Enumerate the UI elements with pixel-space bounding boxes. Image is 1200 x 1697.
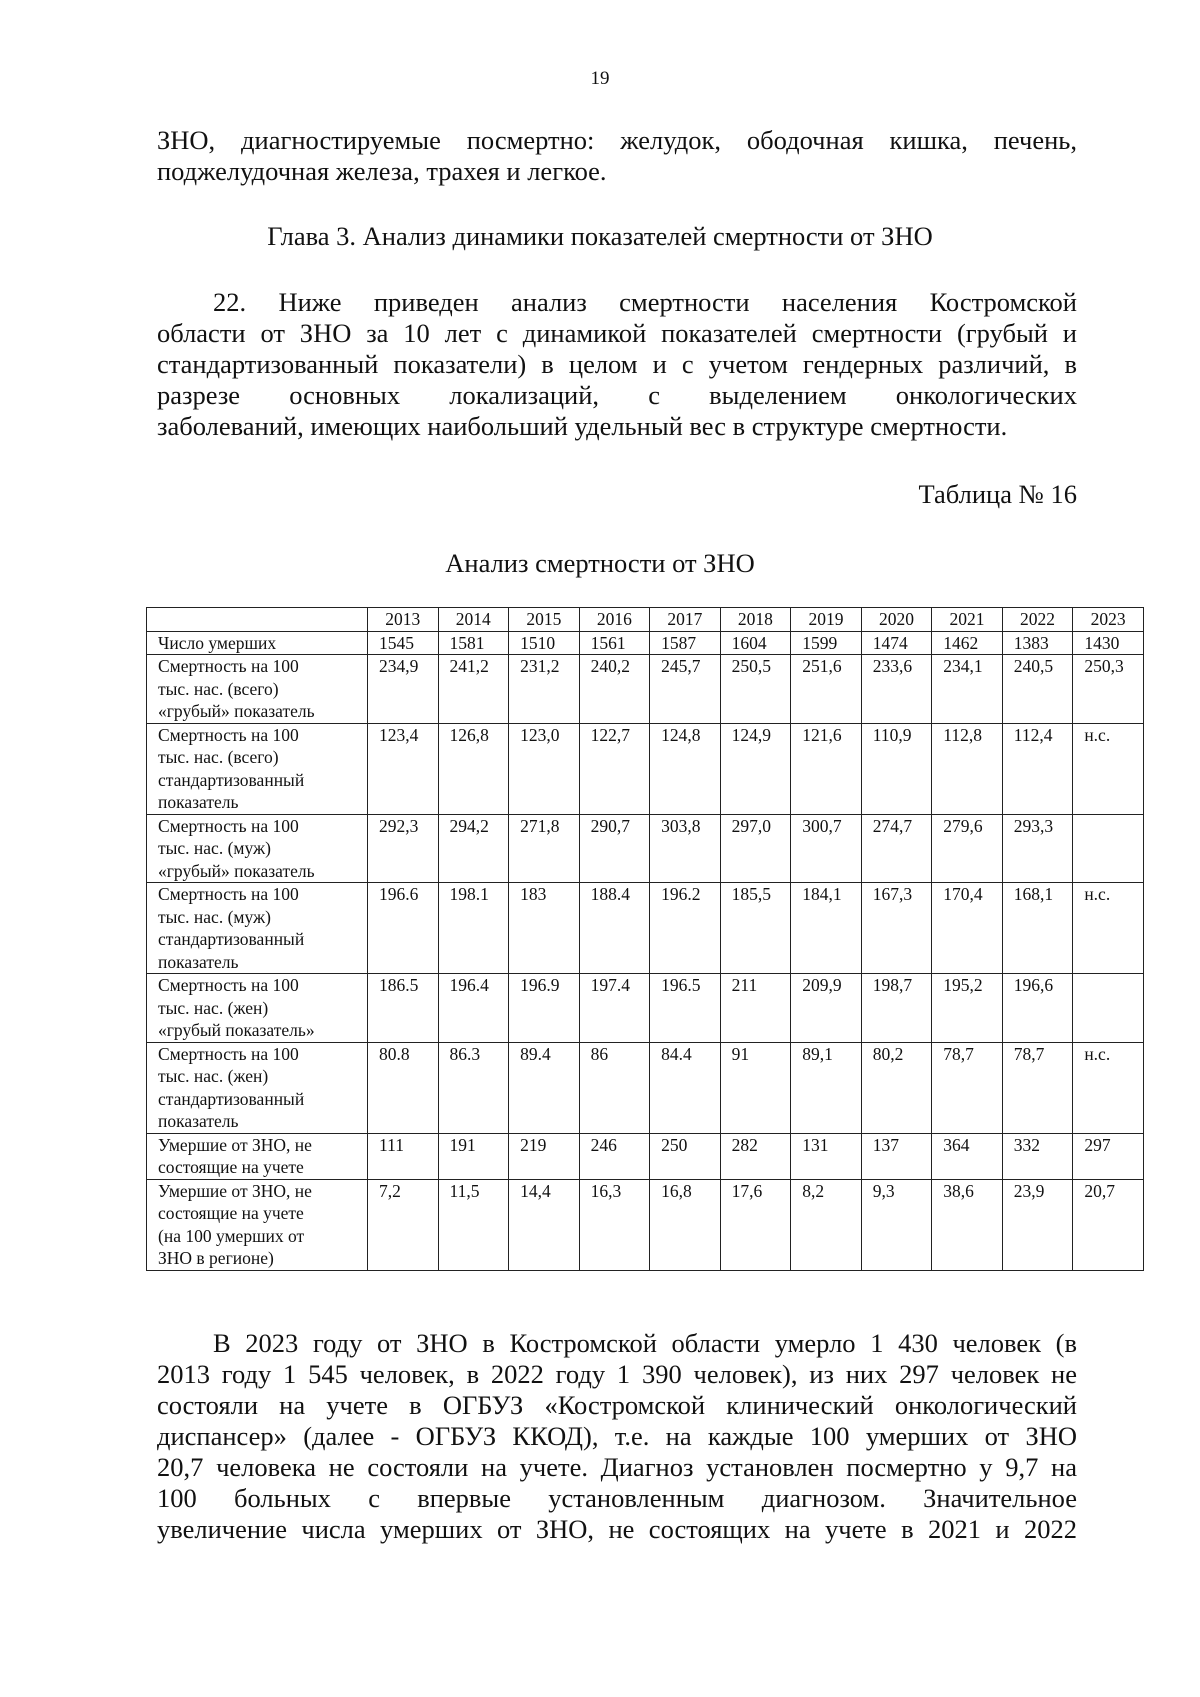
value-cell: 188.4	[579, 883, 650, 974]
value-cell: 1474	[861, 631, 932, 655]
value-cell: 38,6	[932, 1179, 1003, 1270]
row-label-line: стандартизованный	[158, 769, 305, 790]
row-label-cell	[147, 655, 368, 724]
year-header: 2021	[932, 608, 1003, 632]
value-cell: 1510	[509, 631, 580, 655]
year-header: 2014	[438, 608, 509, 632]
value-cell: 250	[650, 1133, 721, 1179]
row-label-line: Смертность на 100	[158, 815, 299, 836]
value-cell: 1604	[720, 631, 791, 655]
value-cell: 1599	[791, 631, 862, 655]
row-label-line: тыс. нас. (муж)	[158, 838, 271, 858]
text-line: области от ЗНО за 10 лет с динамикой показателей смертности (грубый и	[157, 318, 1077, 348]
text-line: 22. Ниже приведен анализ смертности населения Костромской	[213, 287, 1077, 317]
value-cell: 7,2	[368, 1179, 439, 1270]
value-cell: 84.4	[650, 1042, 721, 1133]
table-row	[147, 1042, 1144, 1133]
value-cell: 279,6	[932, 814, 1003, 883]
row-label-cell	[147, 1042, 368, 1133]
row-label-line: тыс. нас. (жен)	[158, 997, 269, 1018]
value-cell: н.с.	[1073, 723, 1144, 814]
value-cell: 303,8	[650, 814, 721, 883]
value-cell: 112,4	[1002, 723, 1073, 814]
value-cell: 11,5	[438, 1179, 509, 1270]
value-cell: 196,6	[1002, 974, 1073, 1043]
value-cell: 297,0	[720, 814, 791, 883]
year-header: 2023	[1073, 608, 1144, 632]
value-cell: 111	[368, 1133, 439, 1179]
value-cell: 8,2	[791, 1179, 862, 1270]
value-cell: 196.4	[438, 974, 509, 1043]
row-label-line: Смертность на 100	[158, 724, 299, 745]
row-label-cell	[147, 1133, 368, 1179]
value-cell: 1430	[1073, 631, 1144, 655]
text-line: стандартизованный показатели) в целом и с учетом гендерных различий, в	[157, 349, 1077, 379]
value-cell: 23,9	[1002, 1179, 1073, 1270]
value-cell: 16,3	[579, 1179, 650, 1270]
value-cell: 240,5	[1002, 655, 1073, 724]
table-row	[147, 655, 1144, 724]
value-cell: 89,1	[791, 1042, 862, 1133]
value-cell: 198,7	[861, 974, 932, 1043]
value-cell: 297	[1073, 1133, 1144, 1179]
text-line: 100 больных с впервые установленным диагнозом. Значительное	[157, 1483, 1077, 1513]
year-header: 2013	[368, 608, 439, 632]
text-line: ЗНО, диагностируемые посмертно: желудок, ободочная кишка, печень,	[157, 125, 1077, 155]
row-label-line: показатель	[158, 1111, 239, 1131]
year-header: 2016	[579, 608, 650, 632]
row-label-line: ЗНО в регионе)	[158, 1248, 274, 1268]
text-line: увеличение числа умерших от ЗНО, не состоящих на учете в 2021 и 2022	[157, 1514, 1077, 1544]
value-cell: 209,9	[791, 974, 862, 1043]
row-label-cell	[147, 631, 368, 655]
value-cell: 293,3	[1002, 814, 1073, 883]
table-row	[147, 631, 1144, 655]
table-label: Таблица № 16	[918, 479, 1077, 509]
value-cell: 290,7	[579, 814, 650, 883]
row-label-line: тыс. нас. (всего)	[158, 678, 279, 699]
text-line: В 2023 году от ЗНО в Костромской области умерло 1 430 человек (в	[213, 1328, 1077, 1358]
value-cell: 9,3	[861, 1179, 932, 1270]
row-label-line: стандартизованный	[158, 1088, 305, 1109]
row-label-line: «грубый» показатель	[158, 701, 315, 721]
value-cell: 196.2	[650, 883, 721, 974]
table-row	[147, 974, 1144, 1043]
value-cell: 89.4	[509, 1042, 580, 1133]
year-header: 2019	[791, 608, 862, 632]
row-label-line: Смертность на 100	[158, 656, 299, 676]
table-title: Анализ смертности от ЗНО	[445, 548, 755, 578]
value-cell: 168,1	[1002, 883, 1073, 974]
row-label-line: Смертность на 100	[158, 1043, 299, 1064]
value-cell: 184,1	[791, 883, 862, 974]
row-label-line: (на 100 умерших от	[158, 1225, 305, 1246]
paragraph-22	[157, 287, 1077, 442]
value-cell: 274,7	[861, 814, 932, 883]
value-cell: 126,8	[438, 723, 509, 814]
value-cell: 186.5	[368, 974, 439, 1043]
row-label-cell	[147, 814, 368, 883]
value-cell: 282	[720, 1133, 791, 1179]
table-row	[147, 883, 1144, 974]
value-cell: 245,7	[650, 655, 721, 724]
value-cell: 1581	[438, 631, 509, 655]
row-label-line: стандартизованный	[158, 929, 305, 949]
table-row	[147, 1179, 1144, 1270]
header-corner-cell	[147, 608, 368, 632]
value-cell: 211	[720, 974, 791, 1043]
value-cell: 124,9	[720, 723, 791, 814]
value-cell: 86	[579, 1042, 650, 1133]
table-row	[147, 1133, 1144, 1179]
text-line: разрезе основных локализаций, с выделением онкологических	[157, 380, 1077, 410]
row-label-line: Смертность на 100	[158, 884, 299, 904]
value-cell: 78,7	[1002, 1042, 1073, 1133]
value-cell: 294,2	[438, 814, 509, 883]
row-label-line: Умершие от ЗНО, не	[158, 1180, 312, 1201]
text-line: поджелудочная железа, трахея и легкое.	[157, 156, 607, 186]
value-cell: 1561	[579, 631, 650, 655]
row-label-line: состоящие на учете	[158, 1203, 304, 1223]
table-row	[147, 814, 1144, 883]
value-cell: 240,2	[579, 655, 650, 724]
year-header: 2017	[650, 608, 721, 632]
year-header: 2018	[720, 608, 791, 632]
value-cell: 121,6	[791, 723, 862, 814]
year-header: 2022	[1002, 608, 1073, 632]
value-cell: 20,7	[1073, 1179, 1144, 1270]
value-cell: 234,1	[932, 655, 1003, 724]
value-cell: 123,4	[368, 723, 439, 814]
year-header: 2020	[861, 608, 932, 632]
value-cell: 196.5	[650, 974, 721, 1043]
value-cell: 112,8	[932, 723, 1003, 814]
value-cell: 332	[1002, 1133, 1073, 1179]
value-cell: 137	[861, 1133, 932, 1179]
value-cell: 124,8	[650, 723, 721, 814]
value-cell: 170,4	[932, 883, 1003, 974]
row-label-cell	[147, 974, 368, 1043]
row-label-line: «грубый показатель»	[158, 1020, 315, 1040]
value-cell: 364	[932, 1133, 1003, 1179]
value-cell: 198.1	[438, 883, 509, 974]
row-label-cell	[147, 883, 368, 974]
value-cell: 241,2	[438, 655, 509, 724]
value-cell: 292,3	[368, 814, 439, 883]
value-cell: 246	[579, 1133, 650, 1179]
value-cell: 1462	[932, 631, 1003, 655]
value-cell: 167,3	[861, 883, 932, 974]
value-cell: 17,6	[720, 1179, 791, 1270]
value-cell: 80.8	[368, 1042, 439, 1133]
value-cell: 250,5	[720, 655, 791, 724]
value-cell: 1587	[650, 631, 721, 655]
row-label-line: «грубый» показатель	[158, 860, 315, 881]
row-label-line: тыс. нас. (жен)	[158, 1066, 269, 1086]
mortality-table	[146, 607, 1144, 1271]
value-cell: 1545	[368, 631, 439, 655]
value-cell: н.с.	[1073, 883, 1144, 974]
value-cell: 183	[509, 883, 580, 974]
row-label-cell	[147, 1179, 368, 1270]
table-header-row	[147, 608, 1144, 632]
text-line: 2013 году 1 545 человек, в 2022 году 1 390 человек), из них 297 человек не	[157, 1359, 1077, 1389]
page-number: 19	[590, 68, 610, 89]
text-line: состояли на учете в ОГБУЗ «Костромской клинический онкологический	[157, 1390, 1077, 1420]
value-cell: 122,7	[579, 723, 650, 814]
row-label-line: тыс. нас. (всего)	[158, 747, 279, 767]
row-label-line: Смертность на 100	[158, 975, 299, 995]
text-line: заболеваний, имеющих наибольший удельный вес в структуре смертности.	[157, 411, 1008, 441]
paragraph-continuation	[157, 125, 1077, 187]
row-label-line: Число умерших	[158, 632, 277, 653]
value-cell: 231,2	[509, 655, 580, 724]
value-cell: 196.6	[368, 883, 439, 974]
text-line: 20,7 человека не состояли на учете. Диагноз установлен посмертно у 9,7 на	[157, 1452, 1077, 1482]
value-cell: 219	[509, 1133, 580, 1179]
paragraph-summary	[157, 1328, 1077, 1545]
value-cell: 250,3	[1073, 655, 1144, 724]
value-cell: 14,4	[509, 1179, 580, 1270]
value-cell	[1073, 974, 1144, 1043]
value-cell: 251,6	[791, 655, 862, 724]
table-row	[147, 723, 1144, 814]
value-cell: 78,7	[932, 1042, 1003, 1133]
value-cell: 191	[438, 1133, 509, 1179]
value-cell: 123,0	[509, 723, 580, 814]
year-header: 2015	[509, 608, 580, 632]
value-cell: 234,9	[368, 655, 439, 724]
value-cell: 233,6	[861, 655, 932, 724]
value-cell: 91	[720, 1042, 791, 1133]
table-body	[147, 631, 1144, 1270]
value-cell: 271,8	[509, 814, 580, 883]
text-line: диспансер» (далее - ОГБУЗ ККОД), т.е. на каждые 100 умерших от ЗНО	[157, 1421, 1077, 1451]
row-label-line: показатель	[158, 951, 239, 972]
value-cell: 195,2	[932, 974, 1003, 1043]
row-label-cell	[147, 723, 368, 814]
value-cell: 131	[791, 1133, 862, 1179]
chapter-title: Глава 3. Анализ динамики показателей смертности от ЗНО	[267, 221, 933, 251]
value-cell: 196.9	[509, 974, 580, 1043]
row-label-line: показатель	[158, 792, 239, 812]
row-label-line: состоящие на учете	[158, 1157, 304, 1177]
value-cell: 185,5	[720, 883, 791, 974]
value-cell: 86.3	[438, 1042, 509, 1133]
value-cell	[1073, 814, 1144, 883]
value-cell: н.с.	[1073, 1042, 1144, 1133]
value-cell: 16,8	[650, 1179, 721, 1270]
value-cell: 80,2	[861, 1042, 932, 1133]
value-cell: 197.4	[579, 974, 650, 1043]
value-cell: 110,9	[861, 723, 932, 814]
row-label-line: тыс. нас. (муж)	[158, 906, 271, 927]
row-label-line: Умершие от ЗНО, не	[158, 1134, 312, 1155]
value-cell: 1383	[1002, 631, 1073, 655]
value-cell: 300,7	[791, 814, 862, 883]
